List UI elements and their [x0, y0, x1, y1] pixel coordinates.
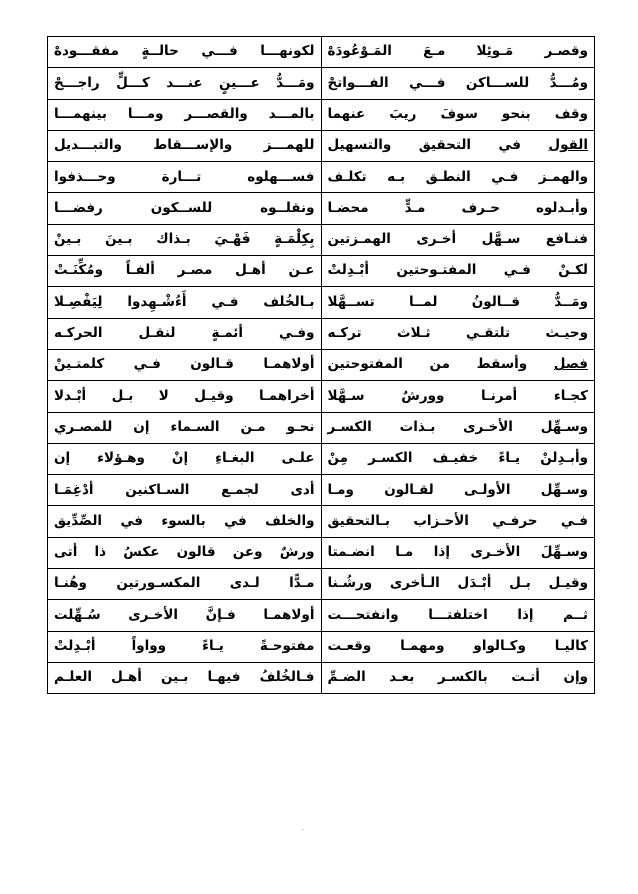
- verse-first-hemistich: ثــم إذا اختلفتـــا وانفتحـــت: [321, 600, 595, 631]
- verse-row: [48, 318, 595, 349]
- verse-second-hemistich: وفـي أئمـةٍ لنقـل الحركـه: [48, 318, 322, 349]
- verse-first-hemistich: وقصـر مَـوئِلا مـعَ المَـوْعُودَهْ: [321, 37, 595, 68]
- verse-first-hemistich: وسـهِّلَ الأخـرى إذا مـا انضـمتا: [321, 537, 595, 568]
- verse-row: [48, 37, 595, 68]
- verse-second-hemistich: ورشٌ وعن قالون عكسُ ذا أتى: [48, 537, 322, 568]
- verse-second-hemistich: بِكِلْمَـةٍ فَهْـيَ بـذاك بـينَ بـينْ: [48, 224, 322, 255]
- verse-second-hemistich: بالمـــد والقصـــر ومـــا بينهمـــا: [48, 99, 322, 130]
- verse-second-hemistich: لكونهـــا فـــي حالــةٍ مفقـــودهْ: [48, 37, 322, 68]
- verse-first-hemistich: فصل وأسقط من المفتوحتين: [321, 349, 595, 380]
- verse-row: [48, 631, 595, 662]
- verse-second-hemistich: نحـو مـن السـماء إن للمصـري: [48, 412, 322, 443]
- verse-second-hemistich: مفتوحـةً يـاءً وواواً أبْـدِلتْ: [48, 631, 322, 662]
- verse-row: [48, 506, 595, 537]
- verse-first-hemistich: كاليـا وكـالواو ومهمـا وقعـت: [321, 631, 595, 662]
- verse-row: [48, 256, 595, 287]
- verse-row: [48, 349, 595, 380]
- verse-first-hemistich: وأبـدلوه حـرف مـدٍّ محضـا: [321, 193, 595, 224]
- verse-row: [48, 443, 595, 474]
- verse-row: [48, 224, 595, 255]
- verse-second-hemistich: فســـهلوه تـــارة وحـــذفوا: [48, 162, 322, 193]
- verse-first-hemistich: وإن أتـت بالكسـر بعـد الضـمِّ: [321, 662, 595, 693]
- verse-first-hemistich: فـي حرفـي الأحـزاب بـالتحقيق: [321, 506, 595, 537]
- verse-second-hemistich: علـى البغـاءِ إنْ وهـؤلاء إن: [48, 443, 322, 474]
- verse-first-hemistich: وأبـدِلنْ يـاءً خفيـف الكسـر مِنْ: [321, 443, 595, 474]
- verse-second-hemistich: ومَـــدُّ عـــينٍ عنـــد كـــلٍّ راجـــحْ: [48, 68, 322, 99]
- verse-row: [48, 412, 595, 443]
- verse-row: [48, 162, 595, 193]
- verse-first-hemistich: القول في التحقيق والتسهيل: [321, 130, 595, 161]
- verse-second-hemistich: بـالخُلف فـي أَءُشْـهِدوا لِيَفْصِـلا: [48, 287, 322, 318]
- verse-second-hemistich: ونقلــوه للســكون رفضـــا: [48, 193, 322, 224]
- verse-first-hemistich: وقف بنحو سوفَ ريبَ عنهما: [321, 99, 595, 130]
- verse-second-hemistich: مـدًّا لـدى المكسـورتين وهُنـا: [48, 569, 322, 600]
- verse-row: [48, 662, 595, 693]
- verse-second-hemistich: أولاهمـا فـإنَّ الأخـرى سُـهِّلت: [48, 600, 322, 631]
- footer-mark: .: [302, 824, 305, 832]
- section-heading-word: القول: [548, 137, 588, 154]
- verse-first-hemistich: والهمـز فـي النطـق بـه تكلـف: [321, 162, 595, 193]
- verse-row: [48, 537, 595, 568]
- verse-first-hemistich: ومُـــدُّ للســـاكن فـــي الفـــواتحْ: [321, 68, 595, 99]
- verse-first-hemistich: وقيـل بـل أبْـدَل الـأخرى ورشُـنا: [321, 569, 595, 600]
- verse-first-hemistich: فنـافع سـهَّل أخـرى الهمـزتين: [321, 224, 595, 255]
- verse-second-hemistich: عـن أهـل مصـر ألفـاً ومُكِّنَـتْ: [48, 256, 322, 287]
- verse-row: [48, 193, 595, 224]
- verse-first-hemistich: كجـاء أمرنـا وورشٌ سـهَّلا: [321, 381, 595, 412]
- verse-first-hemistich: ومَــدُّ قــالونُ لمــا تســهَّلا: [321, 287, 595, 318]
- verse-row: [48, 130, 595, 161]
- verse-first-hemistich: وحيـث تلتقـي ثـلاث تركـه: [321, 318, 595, 349]
- verse-second-hemistich: أولاهمـا قـالون فـي كلمتـينْ: [48, 349, 322, 380]
- verse-second-hemistich: أخراهمـا وقيـل لا بـل أبْـدلا: [48, 381, 322, 412]
- verse-row: [48, 381, 595, 412]
- verse-second-hemistich: فـالخُلفُ فيهـا بـين أهـل العلـم: [48, 662, 322, 693]
- verse-first-hemistich: وسـهِّل الأخـرى بـذات الكسـر: [321, 412, 595, 443]
- verse-first-hemistich: وسـهِّل الأولـى لقـالون ومـا: [321, 475, 595, 506]
- poem-table: [47, 36, 595, 694]
- section-heading-word: فصل: [553, 356, 588, 373]
- verse-second-hemistich: للهمـــز والإســـقاط والتبـــديل: [48, 130, 322, 161]
- verse-row: [48, 287, 595, 318]
- verse-row: [48, 68, 595, 99]
- verse-second-hemistich: أدى لجمـع السـاكنين أدْغِمَـا: [48, 475, 322, 506]
- verse-row: [48, 99, 595, 130]
- verse-second-hemistich: والخلف في بالسوء في الصِّدِّيق: [48, 506, 322, 537]
- verse-row: [48, 569, 595, 600]
- verse-row: [48, 600, 595, 631]
- verse-first-hemistich: لكـنْ فـي المفتـوحتين أبْـدِلتْ: [321, 256, 595, 287]
- verse-row: [48, 475, 595, 506]
